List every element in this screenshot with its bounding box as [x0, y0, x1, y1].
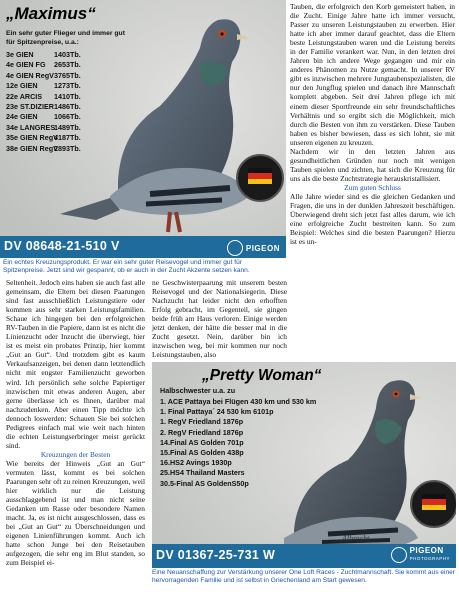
- result-row: 35e GIEN RegV 4187Tb.: [6, 133, 81, 143]
- section-heading: Kreuzungen der Besten: [40, 449, 111, 459]
- pigeon-logo-icon: [227, 240, 243, 256]
- photographer-logo: [227, 240, 280, 256]
- result-row: 2. RegV Friedland 1876p: [160, 427, 244, 437]
- club-emblem-icon: [410, 480, 456, 528]
- results-list: [6, 50, 81, 154]
- results-list: [160, 397, 316, 489]
- result-row: 1. Final Pattaya´ 24 530 km 6101p: [160, 407, 274, 417]
- photographer-logo: [391, 547, 450, 563]
- result-row: 23e ST.DIZIER 1486Tb.: [6, 102, 81, 112]
- paragraph: Wie bereits der Hinweis „Gut an Gut“ vermuten lässt, kommt es bei solchen Paarungen sehr oft zu reinen Kreuzungen, weil hier wirklich nur die Leistung ausschlaggebend ist und man nicht seine Gedanken um Rasse oder besondere Namen macht. Ja, es ist nicht ausgeschlossen, dass es bei „Gut an Gut“ zu Überschneidungen und eigenen Linienführungen kommt. Auch ich hatte schon Junge bei den Reisetauben aufgezogen, die sehr eng im Blut standen, so zum Beispiel ei-: [6, 458, 145, 568]
- paragraph: Seltenheit. Jedoch eins haben sie auch fast alle gemeinsam, die Eltern bei diesen Paarungen sind fast ausschließlich Leistungstiere oder kommen aus sehr starken Leistungsfamilien. Schaue ich hingegen bei den erfolgreichen RV-Tauben in die Papiere, dann ist es nicht die Linienzucht oder Inzucht die überwiegt, hier ist es meist ein probates Prinzip, hier kommt „Gut an Gut“. Und trotzdem gibt es kaum Verkaufsanzeigen, bei denen dann letztendlich nicht mit engster Familienzucht geworben wird. Ich persönlich sehe solche Papiertiger inzwischen mit etwas anderen Augen, aber gerne überlasse ich es Ihnen, darüber mal nachzudenken. Aber einen Tipp möchte ich dennoch loswerden: Schauen Sie bei solchen Pedigrees einfach mal wie weit nach hinten die echten Leistungserbringer meist gerückt sind.: [6, 278, 145, 450]
- signature: Albrecht: [342, 534, 370, 543]
- logo-subtext: PHOTOGRAPHY: [409, 556, 450, 561]
- ring-number: DV 01367-25-731 W: [156, 548, 276, 562]
- section-heading: Zum guten Schluss: [344, 182, 401, 192]
- result-row: 16.HS2 Avings 1930p: [160, 458, 232, 468]
- result-row: 1. RegV Friedland 1876p: [160, 417, 244, 427]
- ring-number: DV 08648-21-510 V: [4, 239, 120, 253]
- article-column-middle: [152, 278, 287, 359]
- pigeon-name: „Maximus“: [6, 4, 96, 23]
- pigeon-name: „Pretty Woman“: [202, 367, 322, 384]
- card-caption: Eine Neuanschaffung zur Verstärkung unserer One Loft Races - Zuchtmannschaft. Sie kommt aus einer hervorragenden Familie und ist selbst in Griechenland am Start gewesen.: [152, 569, 455, 584]
- result-row: 22e ARCIS 1410Tb.: [6, 91, 81, 101]
- result-row: 4e GIEN FG 2653Tb.: [6, 60, 81, 70]
- article-column-left: [6, 278, 145, 568]
- paragraph: Tauben, die erfolgreich den Korb gemeistert haben, in die Zucht. Einige Jahre hatte ich immer versucht, Passer zu unseren Leistungstauben zu erwerben. Hier hatte ich aber immer darauf geachtet, dass die Eltern beste Leistungstauben waren und die Leistung bereits in der Familie verankert war. Nun, in den letzten drei Jahren bin ich andere Wege gegangen und mir ein anderes Phänomen zu Nutze gemacht. In unserer RV gibt es inzwischen mehrere Jungtaubenspezialisten, die nur den Jungflug spielen und danach ihre Mannschaft komplett abgeben. Seit drei Jahren pflege ich mit einem dieser Sportfreunde ein sehr freundschaftliches Verhältnis und so ergibt sich die Möglichkeit, mich durch die Besten von ihm zu verstärken. Diese Tauben haben es bisher bewiesen, dass es sich lohnt, sie mit unseren eigenen zu kreuzen.: [290, 2, 455, 147]
- logo-text: PIGEON: [245, 243, 280, 253]
- result-row: 3e GIEN 1403Tb.: [6, 50, 81, 59]
- result-row: 12e GIEN 1273Tb.: [6, 81, 81, 91]
- result-row: 34e LANGRES 1489Tb.: [6, 122, 81, 132]
- results-subtitle: Halbschwester u.a. zu: [160, 386, 236, 395]
- paragraph: ne Geschwisterpaarung mit unserem besten Reisevogel und der Nationalsiegerin. Diese Nachzucht hat leider nicht den erhofften Erfolg gebracht, im Gegenteil, sie gingen beide früh am Haus verloren. Einige werden jetzt denken, der hätte die besser mal in die Zucht gesetzt. Nein, darüber bin ich inzwischen weg, bei mir kommen nur noch Leistungstauben, also: [152, 278, 287, 360]
- ring-number-bar: [152, 544, 456, 568]
- result-row: 4e GIEN RegV 3765Tb.: [6, 70, 81, 80]
- result-row: 24e GIEN 1066Tb.: [6, 112, 81, 122]
- card-caption: Ein echtes Kreuzungsprodukt. Er war ein sehr guter Reisevogel und immer gut für Spitzenpreise. Jetzt sind wir gespannt, ob er auch in der Zucht Akzente setzen kann.: [3, 259, 250, 274]
- pigeon-logo-icon: [391, 547, 407, 563]
- result-row: 14.Final AS Golden 701p: [160, 437, 244, 447]
- results-subtitle: Ein sehr guter Flieger und immer gut für Spitzenpreise, u.a.:: [6, 30, 125, 46]
- result-row: 38e GIEN RegV 2893Tb.: [6, 143, 81, 153]
- pigeon-card-pretty-woman: [152, 362, 456, 568]
- result-row: 1. ACE Pattaya bei Flügen 430 km und 530 km: [160, 397, 317, 406]
- logo-text: PIGEON: [409, 546, 444, 555]
- results-intro: [6, 29, 126, 47]
- result-row: 25.HS4 Thailand Masters: [160, 468, 245, 478]
- pigeon-card-maximus: [0, 0, 286, 258]
- paragraph: Nachdem wir in den letzten Jahren aus gesundheitlichen Gründen nur noch mit wenigen Tauben spielen und zichten, hat sich die Kreuzung für uns als die beste Zuchtstrategie herauskristallisiert.: [290, 146, 455, 183]
- result-row: 15.Final AS Golden 438p: [160, 448, 244, 458]
- article-column-right: [290, 2, 455, 246]
- paragraph: Alle Jahre wieder sind es die gleichen Gedanken und Fragen, die uns in der dunklen Jahreszeit beschäftigen. Überwiegend dreht sich jetzt fast alles darum, wie ich eine erfolgreiche Zucht bestreiten kann. So zum Beispiel: Welches sind die besten Paarungen? Hierzu ist es un-: [290, 191, 455, 247]
- result-row: 30.5-Final AS GoldenS50p: [160, 478, 249, 488]
- club-emblem-icon: [236, 154, 284, 202]
- ring-number-bar: [0, 236, 286, 258]
